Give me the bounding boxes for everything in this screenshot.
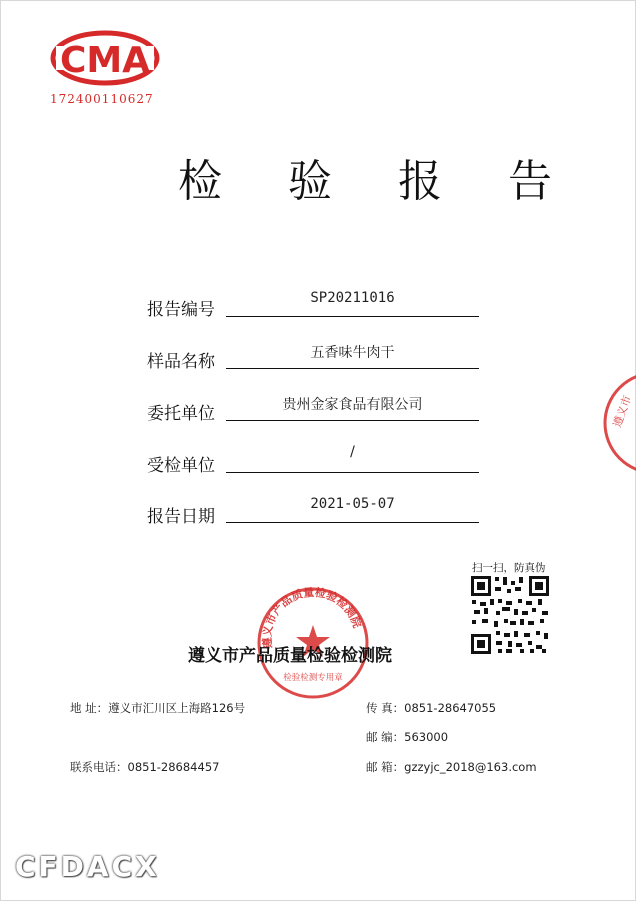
qr-caption: 扫一扫，防真伪 xyxy=(472,562,546,574)
field-line xyxy=(226,472,479,473)
field-value-sample-name: 五香味牛肉干 xyxy=(310,345,395,361)
field-line xyxy=(226,368,479,369)
stamp-bottom-text: 检验检测专用章 xyxy=(283,673,343,683)
field-label-report-no: 报告编号 xyxy=(147,300,215,320)
field-value-report-no: SP20211016 xyxy=(310,290,395,306)
field-value-report-date: 2021-05-07 xyxy=(310,496,395,512)
cma-number: 172400110627 xyxy=(50,92,154,106)
field-value-client: 贵州金家食品有限公司 xyxy=(282,397,423,413)
fax: 传 真：0851-28647055 xyxy=(366,701,497,715)
stamp-ring-text: 遵义市产品质量检验检测院 xyxy=(260,585,364,650)
field-label-inspected-unit: 受检单位 xyxy=(147,456,215,476)
field-line xyxy=(226,522,479,523)
cma-logo xyxy=(50,28,160,88)
field-label-client: 委托单位 xyxy=(147,404,215,424)
email: 邮 箱：gzzyjc_2018@163.com xyxy=(366,760,537,774)
cma-logo-text: CMA xyxy=(59,40,151,81)
field-line xyxy=(226,420,479,421)
institute-name: 遵义市产品质量检验检测院 xyxy=(188,646,392,666)
field-label-sample-name: 样品名称 xyxy=(147,352,215,372)
field-label-report-date: 报告日期 xyxy=(147,507,215,527)
field-line xyxy=(226,316,479,317)
phone: 联系电话：0851-28684457 xyxy=(70,760,220,774)
field-value-inspected-unit: / xyxy=(350,444,355,460)
watermark: CFDACX xyxy=(15,850,160,883)
seam-stamp xyxy=(600,368,636,478)
address: 地 址：遵义市汇川区上海路126号 xyxy=(70,701,246,715)
postcode: 邮 编：563000 xyxy=(366,730,449,744)
qr-code-icon[interactable] xyxy=(470,575,550,655)
svg-text:遵义市: 遵义市 xyxy=(610,393,635,430)
report-title: 检 验 报 告 xyxy=(178,156,578,207)
